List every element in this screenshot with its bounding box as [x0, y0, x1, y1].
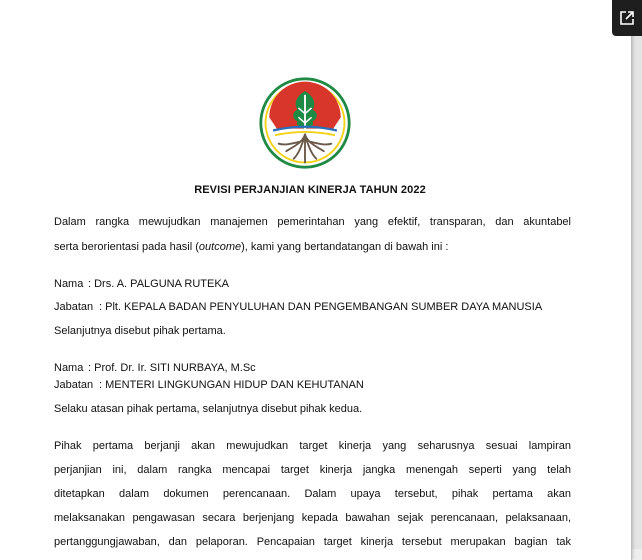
intro-line-2-italic: outcome	[198, 241, 242, 253]
ministry-logo-icon	[258, 76, 352, 170]
party2-note: Selaku atasan pihak pertama, selanjutnya disebut pihak kedua.	[54, 403, 363, 415]
party1-nama-value: : Drs. A. PALGUNA RUTEKA	[88, 278, 229, 290]
intro-line-2-prefix: serta berorientasi pada hasil (	[54, 241, 199, 253]
paragraph-line-3: ditetapkan dalam dokumen perencanaan. Dalam upaya tersebut, pihak pertama akan	[54, 488, 571, 500]
paragraph-line-5: pertanggungjawaban, dan pelaporan. Pencapaian target kinerja tersebut merupakan bagian tak	[54, 536, 571, 548]
party1-note: Selanjutnya disebut pihak pertama.	[54, 325, 226, 337]
party1-jabatan-value: : Plt. KEPALA BADAN PENYULUHAN DAN PENGEMBANGAN SUMBER DAYA MANUSIA	[99, 301, 543, 313]
party2-jabatan-value: : MENTERI LINGKUNGAN HIDUP DAN KEHUTANAN	[99, 379, 364, 391]
paragraph-line-2: perjanjian ini, dalam rangka mencapai target kinerja jangka menengah seperti yang telah	[54, 464, 571, 476]
party1-jabatan-row	[54, 300, 542, 314]
party2-jabatan-row	[54, 378, 364, 392]
intro-line-2-suffix: ), kami yang bertandatangan di bawah ini :	[241, 241, 449, 253]
party1-nama-row	[54, 277, 229, 291]
party2-nama-label: Nama	[54, 362, 84, 374]
paragraph-line-4: melaksanakan pengawasan secara berjenjang kepada bawahan sejak perencanaan, pelaksanaan,	[54, 512, 571, 524]
party1-nama-label: Nama	[54, 278, 84, 290]
party2-jabatan-label: Jabatan	[54, 379, 94, 391]
party1-jabatan-label: Jabatan	[54, 301, 94, 313]
party2-nama-value: : Prof. Dr. Ir. SITI NURBAYA, M.Sc	[88, 362, 256, 374]
party2-nama-row	[54, 361, 256, 375]
paragraph-line-1: Pihak pertama berjanji akan mewujudkan target kinerja yang seharusnya sesuai lampiran	[54, 440, 571, 452]
viewer-scroll-area[interactable]	[631, 0, 642, 549]
expand-icon	[619, 10, 635, 26]
intro-line-1: Dalam rangka mewujudkan manajemen pemerintahan yang efektif, transparan, dan akuntabel	[54, 216, 571, 228]
expand-button[interactable]	[612, 0, 642, 36]
document-title: REVISI PERJANJIAN KINERJA TAHUN 2022	[194, 184, 426, 196]
intro-line-2	[54, 240, 448, 254]
